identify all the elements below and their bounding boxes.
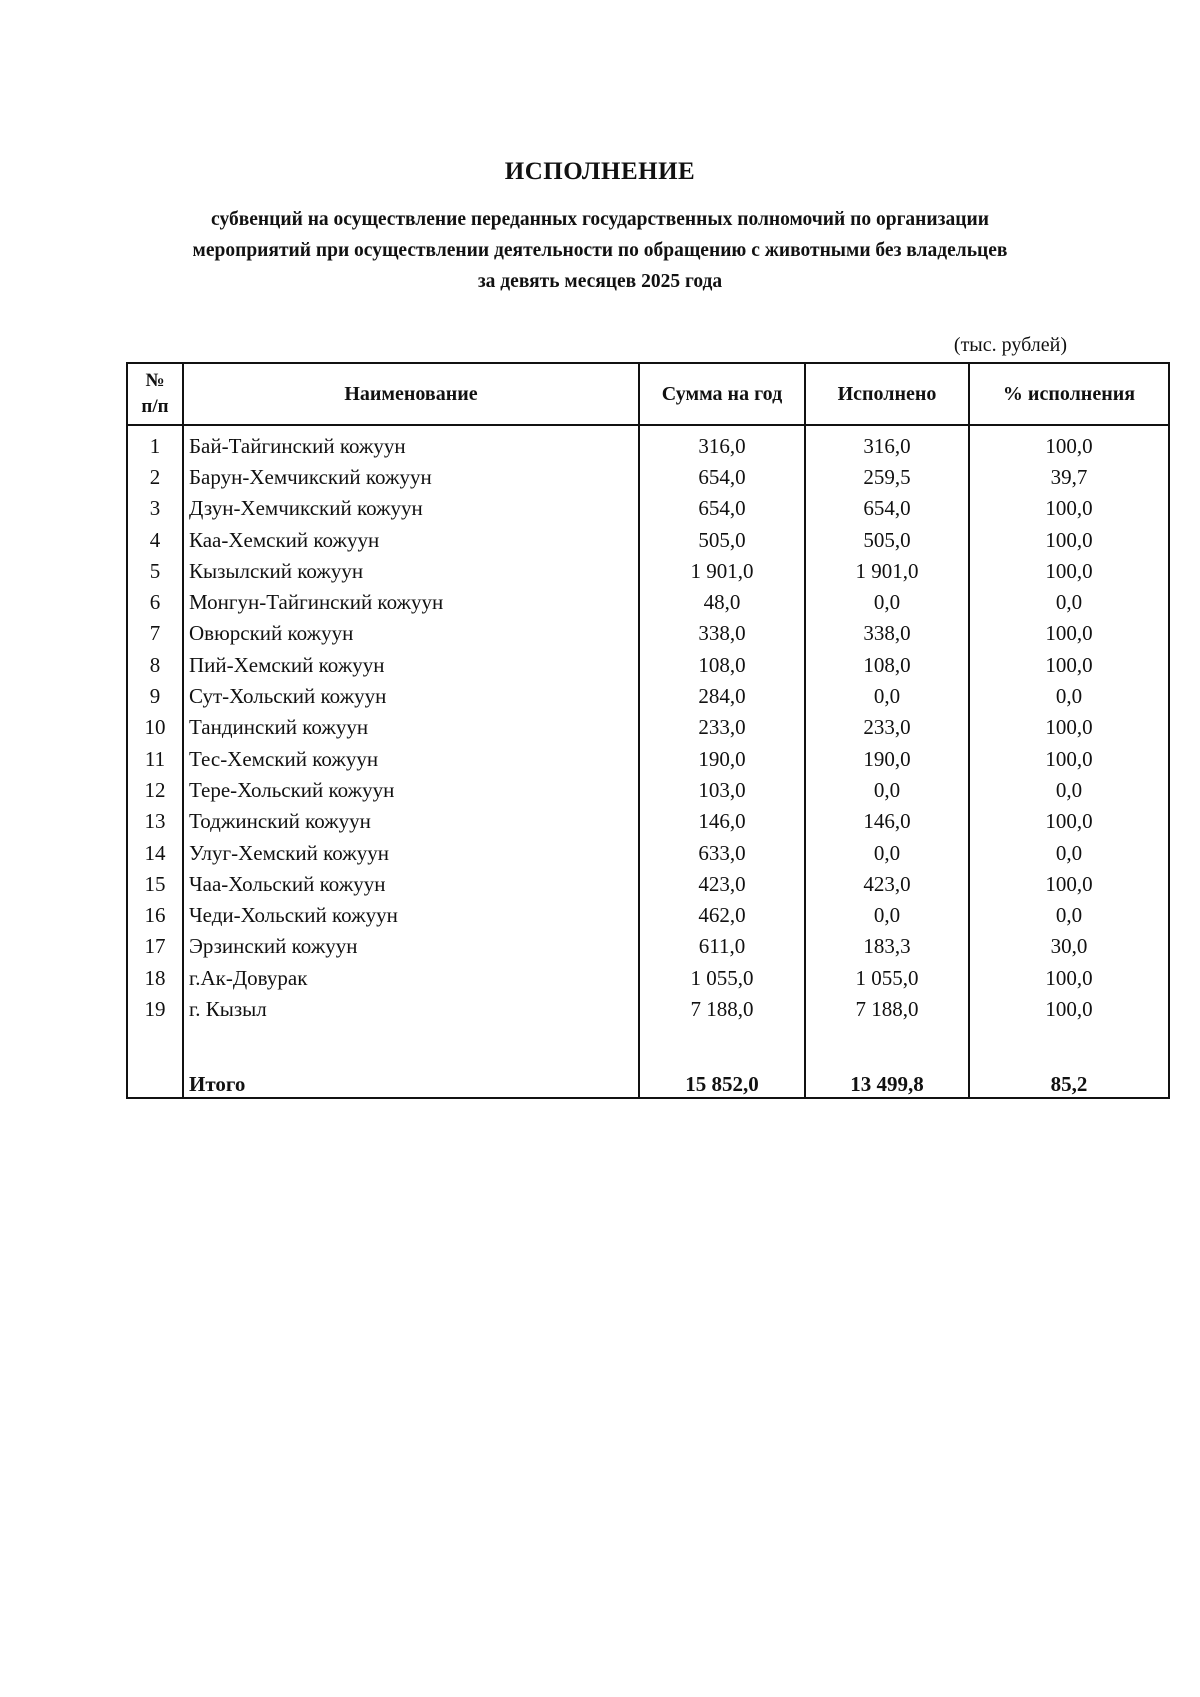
row-number: 10 <box>127 712 183 743</box>
total-percent: 85,2 <box>969 1059 1169 1098</box>
row-number: 3 <box>127 493 183 524</box>
row-sum-year: 103,0 <box>639 774 805 805</box>
table-spacer-row <box>127 1025 1169 1059</box>
row-executed: 108,0 <box>805 649 969 680</box>
table-body <box>127 425 1169 1098</box>
row-sum-year: 48,0 <box>639 586 805 617</box>
table-row <box>127 993 1169 1024</box>
row-number: 14 <box>127 837 183 868</box>
row-number: 8 <box>127 649 183 680</box>
spacer-cell <box>127 1025 183 1059</box>
spacer-cell <box>969 1025 1169 1059</box>
row-executed: 0,0 <box>805 680 969 711</box>
row-sum-year: 462,0 <box>639 899 805 930</box>
row-executed: 7 188,0 <box>805 993 969 1024</box>
row-sum-year: 338,0 <box>639 618 805 649</box>
row-percent: 0,0 <box>969 774 1169 805</box>
row-number: 1 <box>127 425 183 461</box>
row-sum-year: 611,0 <box>639 931 805 962</box>
row-percent: 100,0 <box>969 649 1169 680</box>
row-percent: 0,0 <box>969 899 1169 930</box>
header-number-line-2: п/п <box>141 396 169 417</box>
row-percent: 39,7 <box>969 461 1169 492</box>
row-name: Бай-Тайгинский кожуун <box>183 425 639 461</box>
table-row <box>127 806 1169 837</box>
row-percent: 100,0 <box>969 618 1169 649</box>
row-name: Сут-Хольский кожуун <box>183 680 639 711</box>
row-percent: 100,0 <box>969 993 1169 1024</box>
row-name: Монгун-Тайгинский кожуун <box>183 586 639 617</box>
row-number: 17 <box>127 931 183 962</box>
row-name: Пий-Хемский кожуун <box>183 649 639 680</box>
row-name: г.Ак-Довурак <box>183 962 639 993</box>
row-sum-year: 1 055,0 <box>639 962 805 993</box>
row-number: 12 <box>127 774 183 805</box>
row-percent: 100,0 <box>969 806 1169 837</box>
table-row <box>127 493 1169 524</box>
subtitle-line-2: мероприятий при осуществлении деятельности по обращению с животными без владельцев <box>192 240 1008 261</box>
row-number: 7 <box>127 618 183 649</box>
units-note: (тыс. рублей) <box>953 334 1067 356</box>
document-title: ИСПОЛНЕНИЕ <box>504 158 696 185</box>
subtitle-line-3: за девять месяцев 2025 года <box>477 271 723 292</box>
table-row <box>127 618 1169 649</box>
total-number <box>127 1059 183 1098</box>
row-executed: 0,0 <box>805 586 969 617</box>
table-row <box>127 649 1169 680</box>
row-percent: 100,0 <box>969 962 1169 993</box>
spacer-cell <box>639 1025 805 1059</box>
header-number-line-1: № <box>145 370 165 391</box>
row-percent: 100,0 <box>969 555 1169 586</box>
row-percent: 100,0 <box>969 524 1169 555</box>
row-number: 11 <box>127 743 183 774</box>
row-percent: 100,0 <box>969 712 1169 743</box>
table-row <box>127 524 1169 555</box>
row-number: 4 <box>127 524 183 555</box>
header-sum-year: Сумма на год <box>639 363 805 425</box>
row-name: Тере-Хольский кожуун <box>183 774 639 805</box>
row-name: Тоджинский кожуун <box>183 806 639 837</box>
row-percent: 100,0 <box>969 743 1169 774</box>
row-name: Эрзинский кожуун <box>183 931 639 962</box>
row-executed: 1 055,0 <box>805 962 969 993</box>
row-executed: 1 901,0 <box>805 555 969 586</box>
row-percent: 100,0 <box>969 493 1169 524</box>
row-name: Дзун-Хемчикский кожуун <box>183 493 639 524</box>
row-number: 19 <box>127 993 183 1024</box>
row-executed: 654,0 <box>805 493 969 524</box>
table-row <box>127 680 1169 711</box>
table-row <box>127 868 1169 899</box>
subtitle-line-1: субвенций на осуществление переданных государственных полномочий по организации <box>211 209 989 230</box>
row-name: Тес-Хемский кожуун <box>183 743 639 774</box>
header-name: Наименование <box>183 363 639 425</box>
row-percent: 0,0 <box>969 586 1169 617</box>
table-total-row <box>127 1059 1169 1098</box>
row-percent: 100,0 <box>969 425 1169 461</box>
table-row <box>127 586 1169 617</box>
row-executed: 190,0 <box>805 743 969 774</box>
table-header-row <box>127 363 1169 425</box>
row-number: 5 <box>127 555 183 586</box>
row-number: 9 <box>127 680 183 711</box>
header-number <box>127 363 183 425</box>
spacer-cell <box>183 1025 639 1059</box>
row-executed: 505,0 <box>805 524 969 555</box>
row-executed: 259,5 <box>805 461 969 492</box>
table-row <box>127 425 1169 461</box>
row-name: Кызылский кожуун <box>183 555 639 586</box>
execution-table <box>126 362 1170 1099</box>
row-sum-year: 146,0 <box>639 806 805 837</box>
total-label: Итого <box>183 1059 639 1098</box>
row-number: 6 <box>127 586 183 617</box>
row-name: Барун-Хемчикский кожуун <box>183 461 639 492</box>
table-row <box>127 743 1169 774</box>
row-name: Чаа-Хольский кожуун <box>183 868 639 899</box>
row-sum-year: 284,0 <box>639 680 805 711</box>
row-sum-year: 7 188,0 <box>639 993 805 1024</box>
table-row <box>127 555 1169 586</box>
row-name: Улуг-Хемский кожуун <box>183 837 639 868</box>
row-number: 2 <box>127 461 183 492</box>
table-row <box>127 461 1169 492</box>
row-executed: 183,3 <box>805 931 969 962</box>
row-executed: 423,0 <box>805 868 969 899</box>
table-row <box>127 899 1169 930</box>
row-number: 18 <box>127 962 183 993</box>
table-row <box>127 837 1169 868</box>
row-percent: 0,0 <box>969 837 1169 868</box>
row-executed: 233,0 <box>805 712 969 743</box>
row-percent: 0,0 <box>969 680 1169 711</box>
row-sum-year: 633,0 <box>639 837 805 868</box>
row-sum-year: 654,0 <box>639 461 805 492</box>
row-sum-year: 190,0 <box>639 743 805 774</box>
header-executed: Исполнено <box>805 363 969 425</box>
row-sum-year: 1 901,0 <box>639 555 805 586</box>
row-percent: 100,0 <box>969 868 1169 899</box>
row-name: Овюрский кожуун <box>183 618 639 649</box>
row-executed: 0,0 <box>805 837 969 868</box>
document-subtitle <box>80 204 1120 297</box>
row-sum-year: 233,0 <box>639 712 805 743</box>
row-executed: 146,0 <box>805 806 969 837</box>
row-sum-year: 316,0 <box>639 425 805 461</box>
header-percent: % исполнения <box>969 363 1169 425</box>
table-row <box>127 774 1169 805</box>
row-name: Тандинский кожуун <box>183 712 639 743</box>
spacer-cell <box>805 1025 969 1059</box>
row-number: 15 <box>127 868 183 899</box>
row-executed: 0,0 <box>805 899 969 930</box>
table-row <box>127 712 1169 743</box>
row-executed: 338,0 <box>805 618 969 649</box>
row-number: 16 <box>127 899 183 930</box>
row-percent: 30,0 <box>969 931 1169 962</box>
row-name: г. Кызыл <box>183 993 639 1024</box>
total-executed: 13 499,8 <box>805 1059 969 1098</box>
table-row <box>127 931 1169 962</box>
row-name: Каа-Хемский кожуун <box>183 524 639 555</box>
row-sum-year: 423,0 <box>639 868 805 899</box>
row-number: 13 <box>127 806 183 837</box>
row-sum-year: 654,0 <box>639 493 805 524</box>
row-sum-year: 505,0 <box>639 524 805 555</box>
row-executed: 316,0 <box>805 425 969 461</box>
row-name: Чеди-Хольский кожуун <box>183 899 639 930</box>
row-executed: 0,0 <box>805 774 969 805</box>
table-row <box>127 962 1169 993</box>
row-sum-year: 108,0 <box>639 649 805 680</box>
total-sum-year: 15 852,0 <box>639 1059 805 1098</box>
